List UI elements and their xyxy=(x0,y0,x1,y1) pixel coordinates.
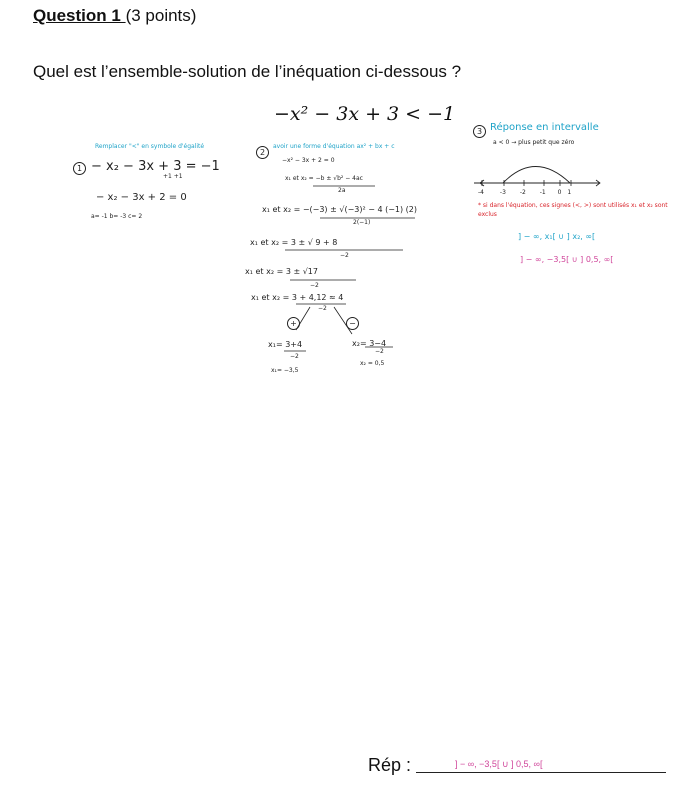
tick-label: -1 xyxy=(539,189,546,196)
step3-note: a < 0 → plus petit que zéro xyxy=(493,139,575,146)
step1-coeffs: a= -1 b= -3 c= 2 xyxy=(91,213,143,220)
x1-denominator: −2 xyxy=(290,353,299,360)
tick-label: -3 xyxy=(499,189,506,196)
step1-eq1: − x₂ − 3x + 3 = −1 xyxy=(91,159,220,174)
step2-simp2-den: −2 xyxy=(310,282,319,289)
x2-expression: x₂= 3−4 xyxy=(352,339,387,348)
step2-simp3-den: −2 xyxy=(318,305,327,312)
question-points: (3 points) xyxy=(125,6,197,25)
step3-number: 3 xyxy=(473,121,486,138)
step1-eq1-add: +1 +1 xyxy=(163,173,183,180)
step2-eq: −x² − 3x + 2 = 0 xyxy=(282,157,335,164)
step2-sub-den: 2(−1) xyxy=(353,219,371,226)
step2-number: 2 xyxy=(256,142,269,159)
x2-result: x₂ = 0,5 xyxy=(360,360,385,367)
step3-title: Réponse en intervalle xyxy=(490,122,599,133)
step2-sub: x₁ et x₂ = −(−3) ± √(−3)² − 4 (−1) (2) xyxy=(262,205,418,214)
step2-simp1-den: −2 xyxy=(340,252,349,259)
step2-note: avoir une forme d'équation ax² + bx + c xyxy=(273,143,395,150)
inequation: −x² − 3x + 3 < −1 xyxy=(274,103,456,125)
question-label: Question 1 xyxy=(33,6,126,25)
plus-branch-label: + xyxy=(287,313,300,330)
response-line xyxy=(416,772,666,773)
branch-arrow xyxy=(334,307,352,334)
x1-expression: x₁= 3+4 xyxy=(268,340,303,349)
response-answer[interactable]: ] − ∞, −3,5[ ∪ ] 0,5, ∞[ xyxy=(455,759,543,769)
branch-arrow xyxy=(296,307,310,330)
tick-label: -2 xyxy=(519,189,526,196)
x2-denominator: −2 xyxy=(375,348,384,355)
step2-simp2: x₁ et x₂ = 3 ± √17 xyxy=(245,267,318,276)
answer-pink: ] − ∞, −3,5[ ∪ ] 0,5, ∞[ xyxy=(520,255,614,264)
step3-remark: * si dans l'équation, ces signes (<, >) sont utilisés x₁ et x₂ sont exclus xyxy=(478,202,668,218)
step2-formula: x₁ et x₂ = −b ± √b² − 4ac xyxy=(285,175,363,182)
step1-number: 1 xyxy=(73,158,86,175)
step2-simp3: x₁ et x₂ = 3 + 4,12 ≈ 4 xyxy=(251,293,344,302)
response-label: Rép : xyxy=(368,755,412,775)
minus-branch-label: − xyxy=(346,313,359,330)
step1-note: Remplacer "<" en symbole d'égalité xyxy=(95,143,205,150)
step2-formula-den: 2a xyxy=(338,187,346,194)
tick-label: -4 xyxy=(478,189,484,196)
tick-label: 1 xyxy=(567,189,572,196)
question-prompt: Quel est l’ensemble-solution de l’inéquation ci-dessous ? xyxy=(33,62,462,81)
step2-simp1: x₁ et x₂ = 3 ± √ 9 + 8 xyxy=(250,238,338,247)
step1-eq2: − x₂ − 3x + 2 = 0 xyxy=(96,192,187,203)
x1-result: x₁= −3,5 xyxy=(271,367,299,374)
answer-blue: ] − ∞, x₁[ ∪ ] x₂, ∞[ xyxy=(518,232,596,241)
tick-label: 0 xyxy=(557,189,562,196)
